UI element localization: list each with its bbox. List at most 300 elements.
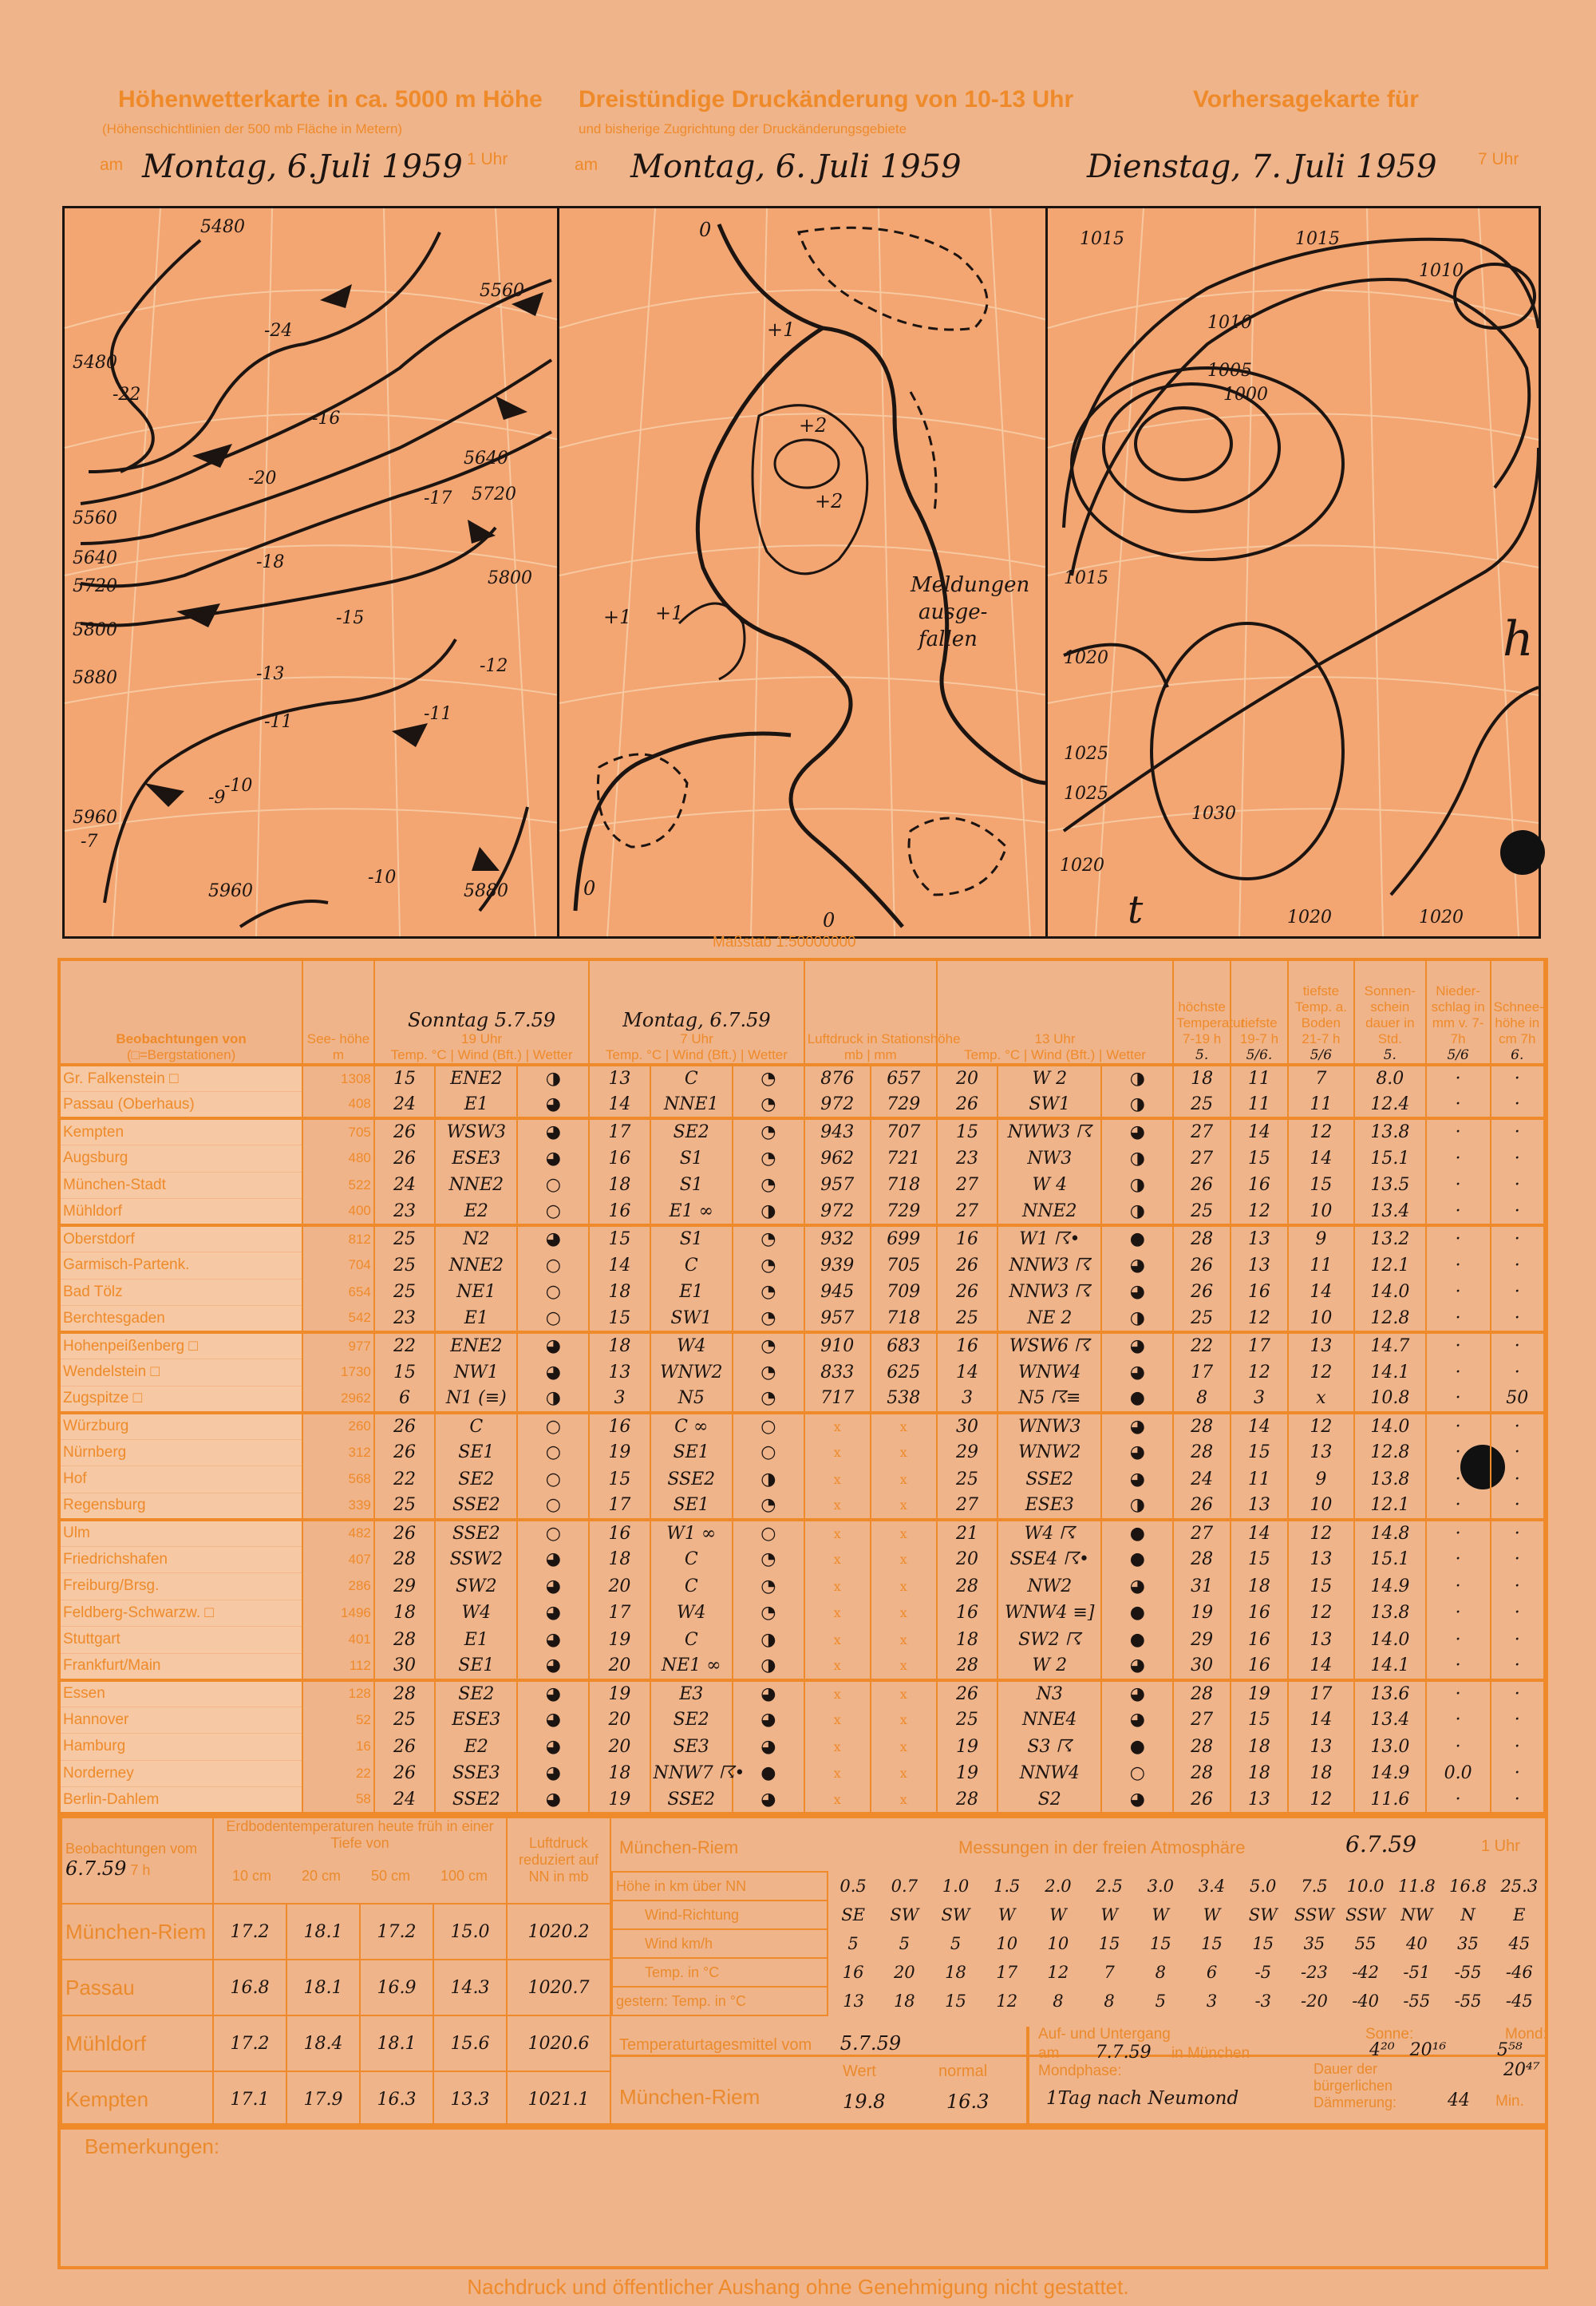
pressure-change-map-svg <box>559 208 1048 936</box>
observation-value: 18 <box>589 1332 650 1359</box>
daemmerung-value: 44 <box>1448 2090 1470 2110</box>
observation-value: S3 ☈ <box>998 1734 1101 1761</box>
observation-value: · <box>1491 1199 1544 1226</box>
station-name: Bad Tölz <box>61 1279 302 1306</box>
aero-value: 15 <box>1252 1934 1274 1953</box>
observation-value: 12 <box>1231 1359 1288 1386</box>
observation-value: · <box>1426 1225 1491 1252</box>
observation-value: SW2 ☈ <box>998 1627 1101 1654</box>
observation-value: 23 <box>937 1145 998 1173</box>
aero-row-label: Wind km/h <box>612 1929 828 1958</box>
observation-value: 26 <box>374 1734 435 1761</box>
map1-labels <box>73 217 532 901</box>
observation-value: 22 <box>374 1466 435 1493</box>
observation-value: SSE4 ☈• <box>998 1546 1101 1573</box>
observation-value: 14 <box>1288 1653 1354 1680</box>
observation-value: 3 <box>937 1386 998 1413</box>
weather-symbol: ○ <box>733 1439 804 1466</box>
aero-value: 12 <box>1047 1963 1069 1982</box>
aero-value: -55 <box>1454 1992 1482 2011</box>
station-elevation: 704 <box>302 1252 374 1280</box>
aero-value: SE <box>841 1905 865 1924</box>
aero-value: 10 <box>1047 1934 1069 1953</box>
station-elevation: 128 <box>302 1680 374 1707</box>
observation-value: C ∞ <box>650 1413 733 1440</box>
observation-value: 15 <box>1231 1707 1288 1734</box>
observation-value: 13.5 <box>1354 1172 1426 1199</box>
observation-value: 11 <box>1231 1065 1288 1092</box>
observation-value: 11 <box>1231 1466 1288 1493</box>
weather-symbol: ◕ <box>1101 1707 1173 1734</box>
station-row <box>61 1520 1544 1547</box>
observation-value: 28 <box>937 1573 998 1600</box>
observation-value: 19 <box>589 1439 650 1466</box>
observation-value: 13.4 <box>1354 1199 1426 1226</box>
observation-value: · <box>1426 1653 1491 1680</box>
mond-times: 5⁵⁸ 20⁴⁷ <box>1497 2040 1540 2080</box>
station-row <box>61 1439 1544 1466</box>
station-elevation: 339 <box>302 1493 374 1520</box>
aero-row-label: gestern: Temp. in °C <box>612 1987 828 2015</box>
soil-station: Passau <box>61 1960 213 2015</box>
observation-value: · <box>1426 1734 1491 1761</box>
map2-isallobar-label: 0 <box>699 219 712 241</box>
observation-value: x <box>804 1627 871 1654</box>
observation-value: 26 <box>937 1252 998 1280</box>
observation-value: SW2 <box>435 1573 517 1600</box>
map2-isallobar-label: +1 <box>767 318 796 341</box>
aero-value: 0.5 <box>839 1877 867 1896</box>
observation-value: 12 <box>1288 1787 1354 1814</box>
observation-value: W1 ∞ <box>650 1520 733 1547</box>
observation-value: 6 <box>374 1386 435 1413</box>
station-elevation: 654 <box>302 1279 374 1306</box>
observation-value: x <box>804 1493 871 1520</box>
aero-value: SW <box>941 1905 970 1924</box>
observation-value: NE 2 <box>998 1306 1101 1333</box>
aero-value: SW <box>1248 1905 1278 1924</box>
observation-value: 27 <box>1173 1118 1231 1145</box>
soil-value: 18.1 <box>286 1904 360 1960</box>
weather-symbol: ◕ <box>1101 1279 1173 1306</box>
observation-value: NW2 <box>998 1573 1101 1600</box>
aero-value: -42 <box>1352 1963 1380 1982</box>
observation-value: 15 <box>1288 1573 1354 1600</box>
observation-value: · <box>1426 1600 1491 1627</box>
observation-value: · <box>1491 1627 1544 1654</box>
station-name: Kempten <box>61 1118 302 1145</box>
station-row <box>61 1600 1544 1627</box>
weather-symbol: ◕ <box>733 1787 804 1814</box>
soil-temperature-block <box>61 1815 611 2126</box>
observation-value: 28 <box>374 1627 435 1654</box>
forecast-map-svg <box>1048 208 1539 936</box>
aero-value: 6 <box>1206 1963 1218 1982</box>
observation-value: 14 <box>589 1252 650 1280</box>
observation-value: 30 <box>937 1413 998 1440</box>
observation-value: · <box>1491 1493 1544 1520</box>
observation-value: 13.4 <box>1354 1707 1426 1734</box>
weather-symbol: ◕ <box>517 1546 589 1573</box>
station-row <box>61 1413 1544 1440</box>
aero-value: 7.5 <box>1301 1877 1328 1896</box>
sonne-times: 4²⁰ 20¹⁶ <box>1369 2040 1447 2060</box>
station-row <box>61 1359 1544 1386</box>
weather-symbol: ● <box>1101 1734 1173 1761</box>
observation-value: 26 <box>1173 1252 1231 1280</box>
station-row <box>61 1627 1544 1654</box>
observation-value: NWW3 ☈ <box>998 1118 1101 1145</box>
observation-value: SE3 <box>650 1734 733 1761</box>
observation-value: 15.1 <box>1354 1145 1426 1173</box>
map1-contour-label: 5480 <box>200 217 245 237</box>
observation-value: 26 <box>374 1520 435 1547</box>
map1-contour-label: -15 <box>336 608 365 628</box>
observation-value: E1 <box>435 1092 517 1119</box>
observation-value: C <box>650 1546 733 1573</box>
map3-isobar-label: 1020 <box>1064 648 1108 668</box>
observation-value: · <box>1426 1332 1491 1359</box>
station-row <box>61 1573 1544 1600</box>
observation-value: x <box>804 1680 871 1707</box>
observation-value: · <box>1491 1225 1544 1252</box>
station-name: Freiburg/Brsg. <box>61 1573 302 1600</box>
aero-value: -46 <box>1505 1963 1533 1982</box>
observation-value: · <box>1426 1172 1491 1199</box>
observation-value: 15 <box>1231 1546 1288 1573</box>
soil-value: 18.1 <box>286 1960 360 2015</box>
map3-title: Vorhersagekarte für <box>1193 86 1419 113</box>
observation-value: 8 <box>1173 1386 1231 1413</box>
map1-contour-label: -9 <box>208 788 226 808</box>
observation-value: 3 <box>1231 1386 1288 1413</box>
observation-value: 18 <box>589 1546 650 1573</box>
aero-row-temperature <box>612 1958 1545 1987</box>
station-row <box>61 1680 1544 1707</box>
station-elevation: 480 <box>302 1145 374 1173</box>
observation-value: 27 <box>937 1493 998 1520</box>
weather-symbol: ○ <box>517 1413 589 1440</box>
observation-value: 28 <box>1173 1439 1231 1466</box>
map1-am-label: am <box>100 156 124 174</box>
observation-value: 729 <box>871 1199 937 1226</box>
weather-symbol: ◔ <box>733 1118 804 1145</box>
observation-value: · <box>1426 1573 1491 1600</box>
observation-value: · <box>1491 1760 1544 1787</box>
soil-value: 17.2 <box>213 1904 286 1960</box>
weather-symbol: ◕ <box>517 1653 589 1680</box>
station-elevation: 22 <box>302 1760 374 1787</box>
observation-value: 25 <box>374 1707 435 1734</box>
weather-symbol: ◔ <box>733 1065 804 1092</box>
observation-value: 10.8 <box>1354 1386 1426 1413</box>
observation-value: C <box>435 1413 517 1440</box>
map3-isobar-label: 1010 <box>1207 313 1252 333</box>
map2-date: Montag, 6. Juli 1959 <box>630 148 962 185</box>
observation-value: SE1 <box>650 1439 733 1466</box>
observation-value: 10 <box>1288 1306 1354 1333</box>
daemmerung-unit: Min. <box>1495 2093 1524 2110</box>
observation-value: · <box>1491 1573 1544 1600</box>
observation-value: 18 <box>589 1279 650 1306</box>
observation-value: 957 <box>804 1306 871 1333</box>
soil-value: 16.9 <box>360 1960 433 2015</box>
station-row <box>61 1145 1544 1173</box>
observation-value: NNE2 <box>435 1252 517 1280</box>
observation-value: x <box>871 1573 937 1600</box>
aero-value: 2.5 <box>1096 1877 1123 1896</box>
observation-value: 15 <box>589 1225 650 1252</box>
station-elevation: 408 <box>302 1092 374 1119</box>
observation-value: 17 <box>589 1600 650 1627</box>
observation-value: 8.0 <box>1354 1065 1426 1092</box>
soil-value: 17.9 <box>286 2071 360 2127</box>
observation-value: 28 <box>1173 1734 1231 1761</box>
aero-value: 13 <box>843 1992 864 2011</box>
observation-value: 657 <box>871 1065 937 1092</box>
observation-value: x <box>804 1787 871 1814</box>
station-name: Frankfurt/Main <box>61 1653 302 1680</box>
observation-value: 910 <box>804 1332 871 1359</box>
map1-date: Montag, 6.Juli 1959 <box>142 148 463 185</box>
observation-value: 13 <box>1288 1332 1354 1359</box>
aero-value: 1.0 <box>942 1877 970 1896</box>
tagesmittel-label: Temperaturtagesmittel vom 5.7.59 <box>619 2032 902 2055</box>
soil-station: Mühldorf <box>61 2015 213 2071</box>
soil-value: 15.0 <box>433 1904 507 1960</box>
observation-value: NE1 ∞ <box>650 1653 733 1680</box>
observation-value: SE2 <box>435 1680 517 1707</box>
station-elevation: 260 <box>302 1413 374 1440</box>
observation-value: 16 <box>1231 1279 1288 1306</box>
map3-isobar-label: 1025 <box>1064 744 1108 764</box>
observation-value: 7 <box>1288 1065 1354 1092</box>
observation-value: W4 <box>650 1332 733 1359</box>
observation-value: · <box>1426 1279 1491 1306</box>
station-elevation: 58 <box>302 1787 374 1814</box>
observation-value: ESE3 <box>998 1493 1101 1520</box>
soil-value: 1021.1 <box>507 2071 610 2127</box>
station-name: Essen <box>61 1680 302 1707</box>
observation-value: 30 <box>374 1653 435 1680</box>
observation-value: 25 <box>374 1225 435 1252</box>
observation-value: E2 <box>435 1734 517 1761</box>
observation-value: 16 <box>1231 1600 1288 1627</box>
weather-symbol: ◑ <box>517 1386 589 1413</box>
map1-contour-label: 5800 <box>73 620 117 640</box>
station-name: Hamburg <box>61 1734 302 1761</box>
observation-value: · <box>1491 1359 1544 1386</box>
station-row <box>61 1199 1544 1226</box>
observation-value: 12 <box>1288 1413 1354 1440</box>
observation-value: NNW3 ☈ <box>998 1279 1101 1306</box>
weather-symbol: ● <box>1101 1386 1173 1413</box>
observation-value: 18 <box>1288 1760 1354 1787</box>
weather-symbol: ◑ <box>1101 1493 1173 1520</box>
aero-title: Messungen in der freien Atmosphäre <box>958 1837 1246 1857</box>
weather-symbol: ● <box>1101 1546 1173 1573</box>
station-row <box>61 1734 1544 1761</box>
mondphase-value: 1Tag nach Neumond <box>1046 2088 1239 2109</box>
weather-symbol: ◕ <box>1101 1573 1173 1600</box>
observation-value: 25 <box>1173 1199 1231 1226</box>
observation-value: · <box>1426 1359 1491 1386</box>
station-row <box>61 1252 1544 1280</box>
observation-value: x <box>1288 1386 1354 1413</box>
observation-value: 12.1 <box>1354 1252 1426 1280</box>
observation-value: NNE2 <box>435 1172 517 1199</box>
observation-value: 13.8 <box>1354 1600 1426 1627</box>
aero-value: 2.0 <box>1045 1877 1072 1896</box>
observation-value: 16 <box>589 1199 650 1226</box>
observation-value: 15 <box>374 1359 435 1386</box>
observation-value: 9 <box>1288 1466 1354 1493</box>
footer-note: Nachdruck und öffentlicher Aushang ohne Genehmigung nicht gestattet. <box>467 2275 1129 2299</box>
observation-value: · <box>1426 1546 1491 1573</box>
header-sunday: Sonntag 5.7.59 19 Uhr Temp. °C | Wind (Bft.) | Wetter <box>374 961 589 1065</box>
observation-value: 16 <box>1231 1627 1288 1654</box>
observation-value: 18 <box>937 1627 998 1654</box>
observation-value: 15 <box>589 1306 650 1333</box>
observation-value: N2 <box>435 1225 517 1252</box>
map1-contour-label: -10 <box>224 776 253 796</box>
observation-value: 16 <box>589 1520 650 1547</box>
observation-value: 14 <box>937 1359 998 1386</box>
map3-low-label: t <box>1128 888 1144 932</box>
observation-value: 50 <box>1491 1386 1544 1413</box>
observation-value: 13.8 <box>1354 1118 1426 1145</box>
observation-value: 16 <box>937 1225 998 1252</box>
observation-value: W 2 <box>998 1065 1101 1092</box>
weather-symbol: ◔ <box>733 1332 804 1359</box>
aero-value: 18 <box>893 1992 915 2011</box>
map2-isallobar-label: +2 <box>815 490 843 512</box>
observation-value: C <box>650 1252 733 1280</box>
header-monday-7: Montag, 6.7.59 7 Uhr Temp. °C | Wind (Bft.) | Wetter <box>589 961 804 1065</box>
observation-value: 25 <box>1173 1306 1231 1333</box>
observation-value: W 2 <box>998 1653 1101 1680</box>
observation-value: · <box>1426 1252 1491 1280</box>
observation-value: 939 <box>804 1252 871 1280</box>
observation-value: 12 <box>1288 1600 1354 1627</box>
observation-value: 23 <box>374 1199 435 1226</box>
upper-air-map-svg <box>65 208 559 936</box>
aero-value: 3.0 <box>1147 1877 1175 1896</box>
observation-value: · <box>1491 1680 1544 1707</box>
map1-contour-label: 5560 <box>73 508 117 528</box>
observation-value: · <box>1491 1787 1544 1814</box>
observation-value: 16 <box>937 1332 998 1359</box>
remarks-label: Bemerkungen: <box>85 2134 220 2158</box>
observation-value: E3 <box>650 1680 733 1707</box>
weather-symbol: ◕ <box>517 1787 589 1814</box>
weather-symbol: ◕ <box>733 1707 804 1734</box>
observation-value: S1 <box>650 1172 733 1199</box>
station-name: Hannover <box>61 1707 302 1734</box>
upper-air-map <box>62 206 562 939</box>
observations-grid <box>61 961 1545 1815</box>
aero-value: -45 <box>1505 1992 1533 2011</box>
aero-value: 5.0 <box>1250 1877 1277 1896</box>
map3-isobar-label: 1015 <box>1064 568 1108 588</box>
aero-value: 5 <box>899 1934 910 1953</box>
map1-contour-label: 5640 <box>464 449 508 469</box>
observation-value: · <box>1491 1707 1544 1734</box>
weather-symbol: ◔ <box>733 1386 804 1413</box>
observation-value: 26 <box>937 1092 998 1119</box>
observation-value: N3 <box>998 1680 1101 1707</box>
observation-value: 12 <box>1288 1118 1354 1145</box>
observation-value: 19 <box>1173 1600 1231 1627</box>
observation-value: 14 <box>1288 1279 1354 1306</box>
header-monday-13: 13 Uhr Temp. °C | Wind (Bft.) | Wetter <box>937 961 1173 1065</box>
observation-value: 25 <box>374 1493 435 1520</box>
observation-value: WSW6 ☈ <box>998 1332 1101 1359</box>
observation-value: WNW4 <box>998 1359 1101 1386</box>
observation-value: · <box>1426 1199 1491 1226</box>
map3-isobar-label: 1010 <box>1419 261 1464 281</box>
observation-value: W1 ☈• <box>998 1225 1101 1252</box>
aero-value: -55 <box>1403 1992 1431 2011</box>
auf-untergang-label: Auf- und Untergang <box>1038 2026 1171 2043</box>
station-elevation: 16 <box>302 1734 374 1761</box>
aero-value: 1.5 <box>994 1877 1021 1896</box>
observation-value: · <box>1426 1145 1491 1173</box>
observation-value: SSE2 <box>998 1466 1101 1493</box>
observation-value: 15.1 <box>1354 1546 1426 1573</box>
station-elevation: 112 <box>302 1653 374 1680</box>
map1-title: Höhenwetterkarte in ca. 5000 m Höhe <box>118 86 543 113</box>
observation-value: · <box>1426 1386 1491 1413</box>
soil-station: Kempten <box>61 2071 213 2127</box>
observation-value: NNW4 <box>998 1760 1101 1787</box>
weather-symbol: ◔ <box>733 1573 804 1600</box>
observation-value: E1 <box>650 1279 733 1306</box>
station-name: Gr. Falkenstein □ <box>61 1065 302 1092</box>
aero-value: NW <box>1400 1905 1433 1924</box>
observation-value: 18 <box>589 1172 650 1199</box>
aero-value: 12 <box>996 1992 1018 2011</box>
map2-isallobar-label: 0 <box>583 877 596 900</box>
station-row <box>61 1653 1544 1680</box>
observation-value: · <box>1426 1707 1491 1734</box>
observation-value: · <box>1491 1413 1544 1440</box>
observation-value: 10 <box>1288 1199 1354 1226</box>
header-sonne: Sonnen- schein dauer in Std. 5. <box>1354 961 1426 1065</box>
map3-isobar-label: 1020 <box>1419 908 1464 928</box>
observation-value: E1 <box>435 1627 517 1654</box>
weather-symbol: ◑ <box>733 1653 804 1680</box>
observation-value: 12.8 <box>1354 1439 1426 1466</box>
observation-value: x <box>804 1573 871 1600</box>
observation-value: x <box>871 1787 937 1814</box>
observation-value: 11 <box>1288 1092 1354 1119</box>
header-seehoehe: See- höhe m <box>302 961 374 1065</box>
observation-value: 26 <box>374 1118 435 1145</box>
observation-value: · <box>1491 1466 1544 1493</box>
aero-value: -5 <box>1254 1963 1271 1982</box>
observation-value: 15 <box>1288 1172 1354 1199</box>
station-elevation: 705 <box>302 1118 374 1145</box>
map3-isobar-label: 1015 <box>1295 229 1340 249</box>
map1-contour-label: -16 <box>312 409 341 429</box>
aero-date: 6.7.59 <box>1345 1831 1417 1857</box>
map3-isobar-label: 1030 <box>1191 804 1236 824</box>
weather-symbol: ◔ <box>733 1172 804 1199</box>
header-schnee: Schnee- höhe in cm 7h 6. <box>1491 961 1544 1065</box>
weather-symbol: ● <box>1101 1225 1173 1252</box>
observation-value: S1 <box>650 1145 733 1173</box>
